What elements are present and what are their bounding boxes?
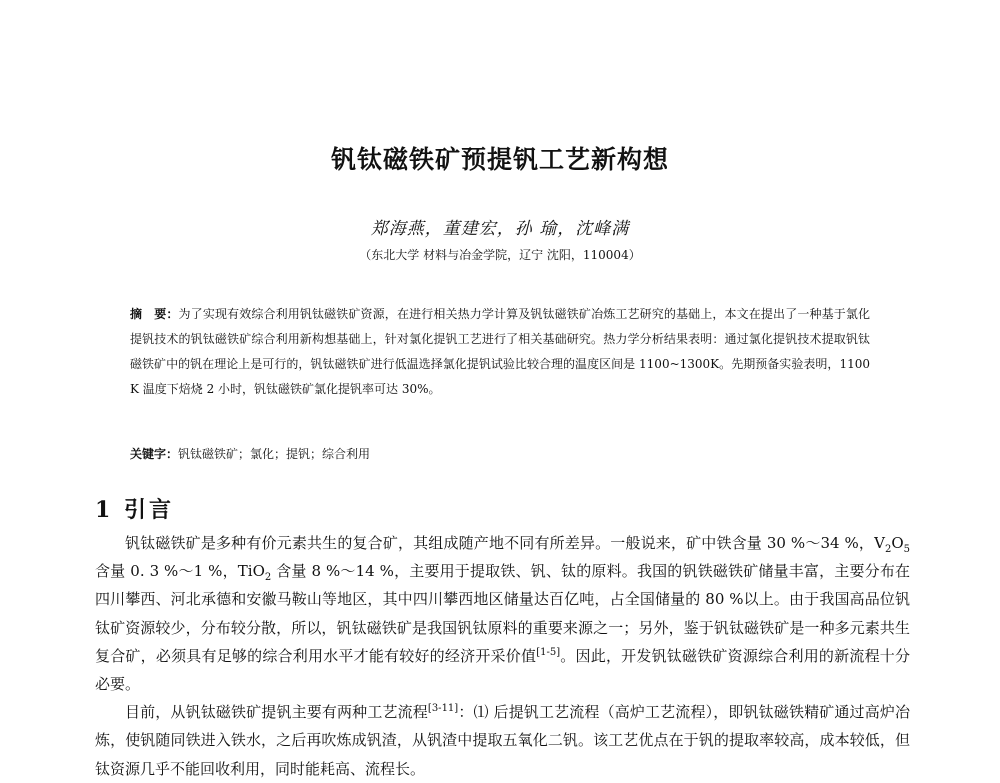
abstract	[130, 302, 870, 402]
subscript: 2	[884, 544, 892, 555]
keywords-label: 关键字：	[130, 447, 179, 461]
keywords-text: 钒钛磁铁矿；氯化；提钒；综合利用	[178, 447, 371, 461]
keywords	[130, 442, 870, 466]
abstract-label: 摘 要：	[130, 307, 179, 321]
citation: [1-5]	[536, 646, 561, 658]
paragraph	[95, 698, 910, 783]
text-run: 钒钛磁铁矿是多种有价元素共生的复合矿，其组成随产地不同有所差异。一般说来，矿中铁含量 30 %～34 %，V	[125, 534, 885, 552]
paragraph	[95, 529, 910, 698]
section-heading: 1 引言	[95, 497, 174, 523]
text-run: ：⑴ 后提钒工艺流程（高炉工艺流程），即钒钛磁铁精矿通过高炉冶炼，使钒随同铁进入铁水，之后再吹炼成钒渣，从钒渣中提取五氧化二钒。该工艺优点在于钒的提取率较高，成本较低，但钛资源几乎不能回收利用，同时能耗高、流程长。	[95, 703, 910, 778]
citation: [3-11]	[427, 703, 459, 715]
text-run: 含量 8 %～14 %，主要用于提取铁、钒、钛的原料。我国的钒铁磁铁矿储量丰富，主要分布在四川攀西、河北承德和安徽马鞍山等地区，其中四川攀西地区储量达百亿吨，占全国储量的 80 %以上。由于我国高品位钒钛矿资源较少，分布较分散，所以，钒钛磁铁矿是我国钒钛原料的重要来源之一；另外，鉴于钒钛磁铁矿是一种多元素共生复合矿，必须具有足够的综合利用水平才能有较好的经济开采价值	[95, 562, 910, 665]
abstract-text: 为了实现有效综合利用钒钛磁铁矿资源，在进行相关热力学计算及钒钛磁铁矿冶炼工艺研究的基础上，本文在提出了一种基于氯化提钒技术的钒钛磁铁矿综合利用新构想基础上，针对氯化提钒工艺进行了相关基础研究。热力学分析结果表明：通过氯化提钒技术提取钒钛磁铁矿中的钒在理论上是可行的，钒钛磁铁矿进行低温选择氯化提钒试验比较合理的温度区间是 1100~1300K。先期预备实验表明，1100 K 温度下焙烧 2 小时，钒钛磁铁矿氯化提钒率可达 30%。	[130, 307, 870, 396]
affiliation: （东北大学 材料与冶金学院，辽宁 沈阳，110004）	[359, 248, 641, 262]
authors: 郑海燕，董建宏，孙 瑜，沈峰满	[370, 219, 630, 239]
paper-title: 钒钛磁铁矿预提钒工艺新构想	[330, 145, 669, 174]
subscript: 5	[903, 544, 910, 555]
body-text	[95, 529, 910, 783]
text-run: 。因此，开发钒钛磁铁矿资源综合利用的新流程十分必要。	[95, 646, 910, 694]
text-run: 目前，从钒钛磁铁矿提钒主要有两种工艺流程	[125, 703, 428, 722]
text-run: O	[891, 534, 904, 552]
subscript: 2	[264, 572, 272, 584]
text-run: 含量 0. 3 %～1 %，TiO	[95, 562, 265, 581]
